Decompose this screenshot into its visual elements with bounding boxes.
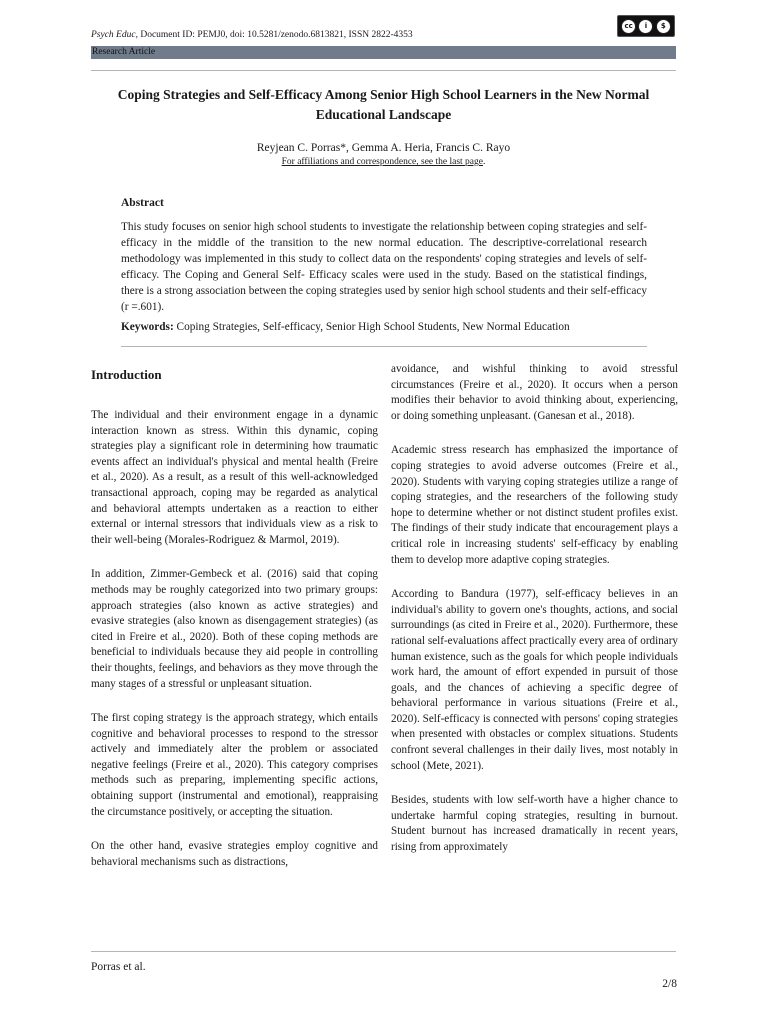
author-list: Reyjean C. Porras*, Gemma A. Heria, Francis C. Rayo — [256, 142, 511, 154]
body-paragraph: Besides, students with low self-worth have a higher chance to undertake harmful coping strategies, resulting in burnout. Student burnout has increased dramatically in recent years, rising from approximately — [391, 794, 678, 854]
body-paragraph: The first coping strategy is the approach strategy, which entails cognitive and behavioral processes to respond to the stressor actively and immediately alter the problem or associated negative feelings (Freire et al., 2020). This category comprises methods such as preparing, implementing specific actions, obtaining support (instrumental and emotional), reappraising the circumstance positively, or accepting the situation. — [91, 712, 378, 818]
body-paragraph: According to Bandura (1977), self-efficacy believes in an individual's ability to govern one's thoughts, actions, and social surroundings (as cited in Freire et al., 2020). Furthermore, these rational self-evaluations affect practically every area of ordinary human existence, such as the goals for which people individuals work hard, the amount of effort expended in pursuit of those goals, and the chances of achieving a specific degree of behavioral performance in various situations (Freire et al., 2020). Self-efficacy is connected with persons' coping strategies when presented with obstacles or complex situations. Students confront several challenges in their daily lives, most notably in school (Mete, 2021). — [391, 588, 678, 772]
affiliation-link[interactable]: For affiliations and correspondence, see the last page — [281, 157, 483, 167]
section-heading-introduction: Introduction — [91, 367, 162, 382]
body-paragraph: avoidance, and wishful thinking to avoid stressful circumstances (Freire et al., 2020). It occurs when a person modifies their behavior to avoid thinking about, experiencing, or doing something unpleasant. (Ganesan et al., 2018). — [391, 363, 678, 422]
header-divider — [91, 70, 676, 71]
footer-divider — [91, 951, 676, 952]
page-number: 2/8 — [662, 978, 677, 990]
citation-details: , Document ID: PEMJ0, doi: 10.5281/zenodo.6813821, ISSN 2822-4353 — [135, 30, 413, 40]
left-column — [91, 408, 378, 889]
body-paragraph: On the other hand, evasive strategies employ cognitive and behavioral mechanisms such as distractions, — [91, 840, 378, 868]
keywords-line — [121, 321, 647, 333]
abstract-heading: Abstract — [121, 197, 164, 209]
journal-name: Psych Educ — [91, 30, 136, 40]
paper-title: Coping Strategies and Self-Efficacy Among Senior High School Learners in the New Normal Educational Landscape — [117, 87, 650, 122]
creative-commons-badge[interactable] — [617, 15, 675, 37]
body-paragraph: In addition, Zimmer-Gembeck et al. (2016) said that coping methods may be roughly categorized into two primary groups: approach strategies (also known as active strategies) and evasive strategies (also known as disengagement strategies) (as cited in Freire et al., 2020). Both of these coping methods are beneficial to individuals because they aid people in controlling their thoughts, feelings, and behaviors as they move through the many stages of a stressful or unpleasant situation. — [91, 568, 378, 690]
by-icon: i — [638, 19, 653, 34]
journal-citation — [91, 30, 413, 40]
abstract-text: This study focuses on senior high school students to investigate the relationship between coping strategies and self-efficacy in the middle of the transition to the new normal education. The descriptive-correlational research methodology was implemented in this study to collect data on the respondents' coping strategies and levels of self-efficacy. The Coping and General Self- Efficacy scales were used in the study. Based on the statistical findings, there is a strong association between the coping strategies used by senior high school students and their self-efficacy (r =.601). — [121, 221, 647, 314]
right-column — [391, 362, 678, 875]
running-author: Porras et al. — [91, 961, 146, 973]
affiliation-note — [91, 157, 676, 167]
affiliation-period: . — [483, 157, 486, 167]
body-paragraph: Academic stress research has emphasized the importance of coping strategies to avoid adverse outcomes (Freire et al., 2020). Students with varying coping strategies utilize a range of coping strategies, and the researchers of the following study hope to determine whether or not distinct student profiles exist. The findings of their study indicate that encouragement plays a critical role in increasing students' self-efficacy by enabling them to develop more adaptive coping strategies. — [391, 444, 678, 566]
article-type-banner: Research Article — [91, 46, 676, 59]
keywords-label: Keywords: — [121, 321, 174, 333]
abstract-divider — [121, 346, 647, 347]
keywords-list: Coping Strategies, Self-efficacy, Senior High School Students, New Normal Education — [173, 321, 570, 333]
body-paragraph: The individual and their environment engage in a dynamic interaction known as stress. Within this dynamic, coping strategies play a significant role in determining how traumatic events affect an individual's physical and mental health (Freire et al., 2020). As a result, as a result of this well-acknowledged transactional approach, coping may be regarded as analytical and behavioral attempts undertaken as a reaction to either external or internal stressors that individuals view as a risk to their well-being (Morales-Rodriguez & Marmol, 2019). — [91, 409, 378, 546]
nc-icon: $ — [656, 19, 671, 34]
cc-icon: cc — [621, 19, 636, 34]
